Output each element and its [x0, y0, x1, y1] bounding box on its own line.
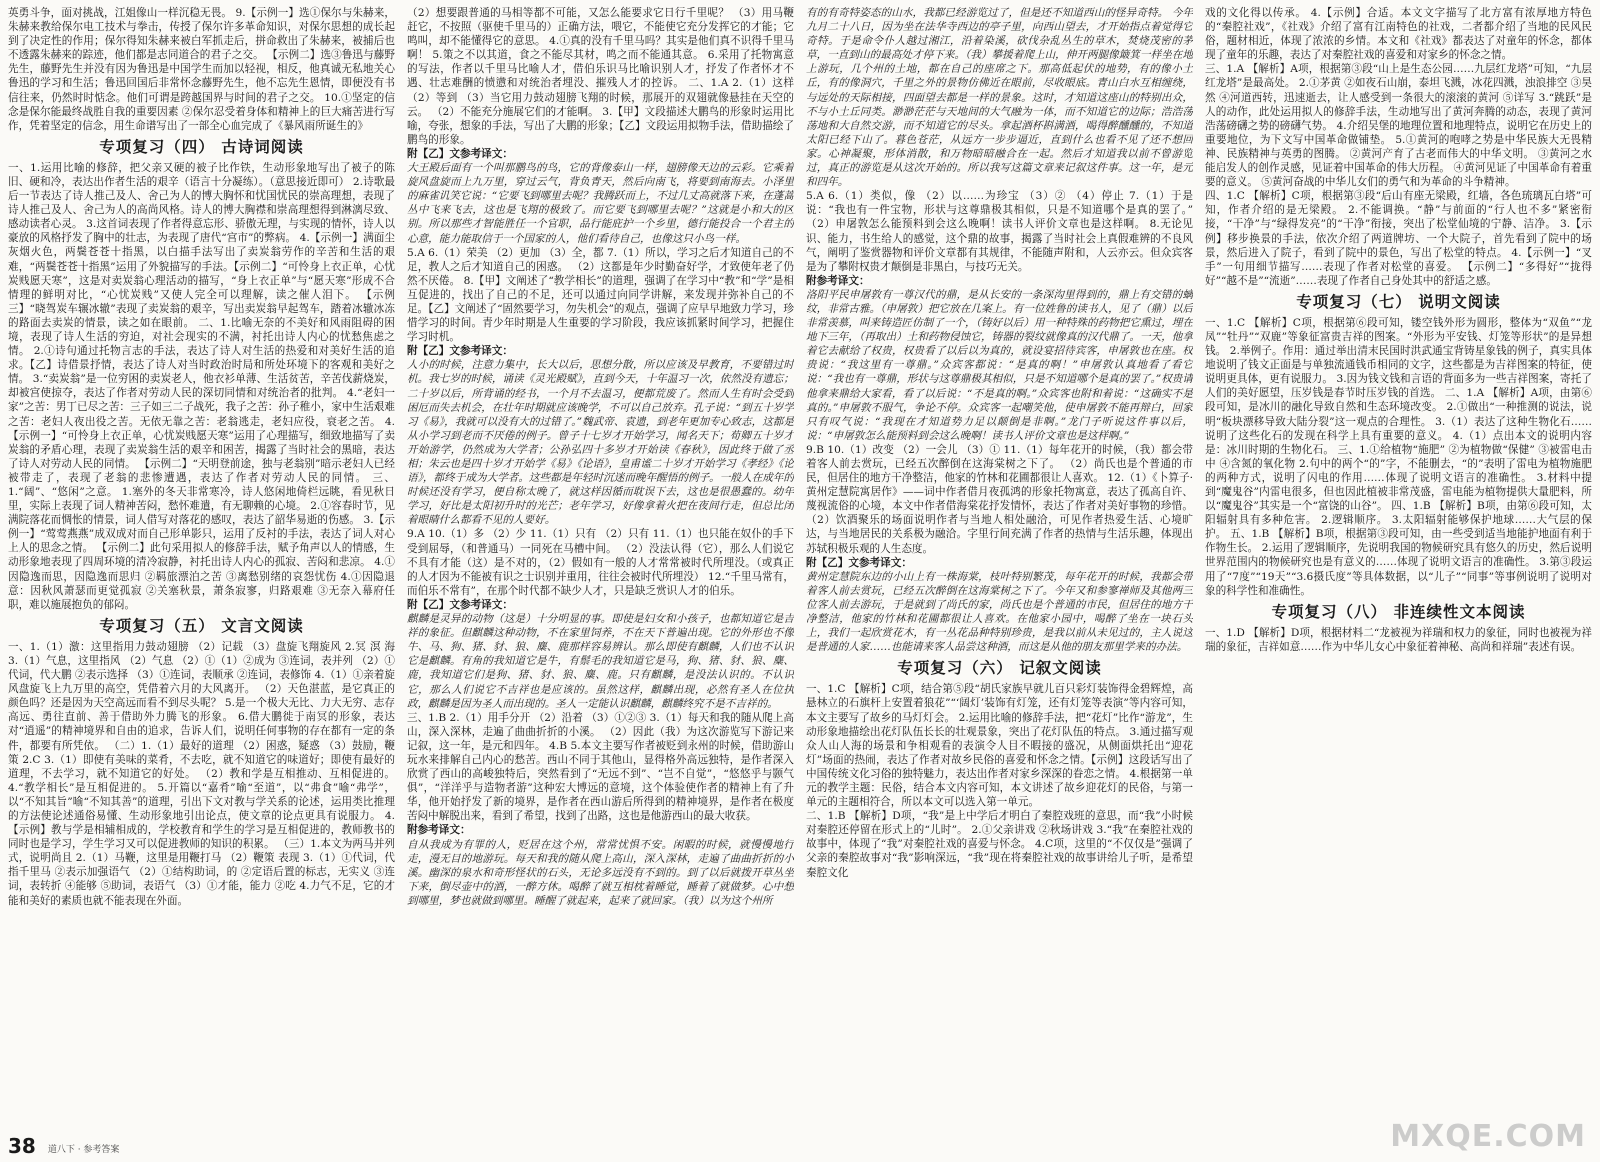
- reference-label: 附【乙】文参考译文：: [407, 598, 513, 611]
- translation-paragraph: 大王殿后面有一个叫那鹏鸟的鸟，它的背像泰山一样，翅膀像天边的云彩。它乘着旋风盘旋而上九万里，穿过云气，背负青天，然后向南飞，将要到南海去。小泽里的麻雀讥笑它说：“它要飞到哪里去呢？我腾跃而上，不过几丈高就落下来，在蓬蒿丛中飞来飞去，这也是飞翔的极致了。而它要飞到哪里去呢？”这就是小和大的区别。所以那些才智能胜任一个官职，品行能庇护一个乡里，德行能投合一个君主的心意，能力能取信于一个国家的人，他们看待自己，也像这只小鸟一样。: [407, 162, 794, 245]
- answer-paragraph: 一、1.（1）激：这里指用力鼓动翅膀 （2）记载 （3）盘旋飞翔旋风 2.冥 溟 海 3.（1）气息，这里指风 （2）气息 （2）①（1）②成为 ③连词，表并列 （2）①代词，代大鹏 ②表示选择 （3）①连词，表顺承 ②连词，表修饰 4.（1）①亲着旋风盘旋飞上九万里的高空，凭借着六月的大风离开。 （2）天色湛蓝，是它真正的颜色吗？还是因为天空高远而看不到尽头呢？ 5.是一个极大无比、力大无穷、志存高远、勇往直前、善于借助外力腾飞的形象。 6.借大鹏徙于南冥的形象，表达对“逍遥”的精神境界和自由的追求，告诉人们，说明任何事物的存在都有一定的条件，都要有所凭依。 （二）1.（1）最好的道理 （2）困惑，疑惑 （3）鼓励，鞭策 2.C 3.（1）即使有美味的菜肴，不去吃，就不知道它的味道好；即使有最好的道理，不去学习，就不知道它的好处。 （2）教和学是互相推动、互相促进的。 4.“教学相长”是互相促进的。 5.开篇以“嘉肴”喻“至道”，以“弗食”喻“弗学”，以“不知其旨”喻“不知其善”的道理，引出下文对教与学关系的论述，运用类比推理的方法使论述通俗易懂、生动形象地引出论点，使文章的论点更具有说服力。 4.【示例】教与学是相辅相成的，学校教育和学生的学习是互相促进的，教师教书的同时也是学习，学生学习又可以促进教师的知识的积累。 （三）1.本文为两马并列式，说明尚且 2.（1）马鞭，这里是用鞭打马 （2）鞭策 表现 3.（1）①代词，代指千里马 ②表示加强语气 （2）①结构助词，的 ②定语后置的标志，无实义 ③连词，表转折 ④能够 ⑤助词，表语气 （3）①才能，能力 ②吃 4.力气不足，它的才能和美好的素质也就不能表现在外面。: [8, 640, 395, 907]
- page-number: 38: [8, 1134, 36, 1158]
- section-heading: 专项复习（四） 古诗词阅读: [99, 137, 304, 156]
- answer-paragraph: 5.A 6.（1）类似，像 （2）以……为珍宝 （3）② （4）停止 7.（1）于是说：“我也有一件宝物，形状与这尊鼎极其相似，只是不知道哪个是真的罢了。” （2）申屠敦怎么能预料到会这么晚啊！读书人评价文章也是这样啊。 8.无论见识、能力，书生给人的感觉，这个鼎的故事，揭露了当时社会上真假难辨的不良风气，阐明了鉴赏器物和评价文章都有其规律，不能随声附和，人云亦云。但众宾客是为了攀附权贵才颠倒是非黑白，与技巧无关。: [806, 190, 1193, 273]
- section-heading: 专项复习（六） 记叙文阅读: [897, 659, 1102, 678]
- column-2: [407, 6, 794, 1134]
- watermark: MXQE.COM: [1390, 1119, 1586, 1154]
- column-3: [806, 6, 1193, 1134]
- answer-paragraph: 三、1.A 【解析】A项，根据第③段“山上是生态公园……九层红龙塔”可知，“九层红龙塔”是最高处。 2.①茅黄 ②如夜石山崩，泰坦飞溅，冰花四溅，浊浪排空 ③昊然 ④河道西转，迅速逝去，让人感受到一条很大的滚滚的黄河 ⑤详写 3.“跳跃”是人的动作，此处运用拟人的修辞手法，生动地写出了黄河奔腾的动态，表现了黄河浩荡磅礴之势的磅礴气势。 4.介绍吴堡的地理位置和地理特点，说明它在历史上的重要地位，为下文写中国革命做铺垫。 5.①黄河的咆哮之势是中华民族大无畏精神、民族精神与英勇的图腾。 ②黄河产育了古老而伟大的中华文明。 ③黄河之水能启发人的创作灵感，见证着中国革命的伟大历程。 ④黄河见证了中国革命有着重要的意义。 ⑤黄河奋战的中华儿女们的勇气和为革命的斗争精神。: [1205, 63, 1592, 189]
- answer-paragraph: 9.B 10.（1）改变 （2）一会儿 （3）① 11.（1）每年花开的时候，（我）都会带着客人前去赏玩，已经五次醉倒在这海棠树之下了。 （2）尚氏也是个普通的市民，但居住的地方干净整洁，他家的竹林和花圃都很让人喜欢。 12.（1）《卜算子·黄州定慧院寓居作》——词中作者借月夜孤鸿的形象托物寓意，表达了孤高自许、蔑视流俗的心境，本文中作者借海棠花抒发情怀，表达了作者对美好事物的珍惜。 （2）饮酒聚乐的场面说明作者与当地人相处融洽，可见作者热爱生活、心境旷达，与当地居民的关系极为融洽。字里行间充满了作者的热情与生活乐趣，体现出苏轼积极乐观的人生态度。: [806, 443, 1193, 555]
- page-footer: [8, 1134, 119, 1156]
- section-heading: 专项复习（七） 说明文阅读: [1296, 292, 1501, 311]
- footer-note: 道八下 · 参考答案: [47, 1145, 120, 1155]
- section-heading: 专项复习（五） 文言文阅读: [99, 616, 304, 635]
- answer-paragraph: 9.A 10.（1）多 （2）少 11.（1）只有 （2）只有 11.（1）也只能在奴仆的手下受到屈辱，（和普通马）一同死在马槽中间。 （2）没法认得（它），那么人们说它不具有才能（这）是不对的，（2）假如有一般的人才常常被时代所埋没。（或真正的人才因为不能被有识之士识别并重用，往往会被时代所埋没） 12.“千里马常有，而伯乐不常有”，在那个时代都不缺少人才，只是缺乏赏识人才的伯乐。: [407, 528, 794, 597]
- translation-paragraph: 麒麟是灵异的动物（这是）十分明显的事。即使是妇女和小孩子，也都知道它是吉祥的象征。但麒麟这种动物，不在家里饲养，不在天下普遍出现。它的外形也不像牛、马、狗、猪、豺、狼、麋、鹿那样容易辨认。那么即使有麒麟，人们也不认识它是麒麟。有角的我知道它是牛，有鬃毛的我知道它是马，狗、猪、豺、狼、麋、鹿，我知道它们是狗、猪、豺、狼、麋、鹿。只有麒麟，是没法认识的。不认识它，那么人们说它不吉祥也是应该的。虽然这样，麒麟出现，必然有圣人在位执政，麒麟是因为圣人而出现的。圣人一定能认识麒麟，麒麟终究不是不吉祥的。: [407, 613, 794, 710]
- answer-paragraph: 戏的文化得以传承。 4.【示例】合适。本文文字描写了北方富有浓厚地方特色的“秦腔社戏”，《社戏》介绍了富有江南特色的社戏，二者都介绍了当地的民风民俗，题材相近，体现了浓浓的乡情。本文和《社戏》都表达了对童年的怀念，都体现了童年的乐趣，表达了对秦腔社戏的喜爱和对家乡的怀念之情。: [1205, 7, 1592, 62]
- reference-label: 附【乙】文参考译文：: [407, 147, 513, 160]
- translation-paragraph: 有的有奇特姿态的山水，我都已经游览过了，但是还不知道西山的怪异奇特。 今年九月二十八日，因为坐在法华寺西边的亭子里，向西山望去，才开始指点着觉得它奇特。于是命令仆人越过湘江，沿着染溪，砍伐杂乱丛生的草木，焚烧茂密的茅草，一直到山的最高处才停下来。（我）攀援着爬上山，伸开两腿像簸箕一样坐在地上游玩，几个州的土地，都在自己的座席之下。那高低起伏的地势，有的像小土丘，有的像洞穴，千里之外的景物仿佛近在眼前，尽收眼底。青山白水互相缠绕，与远处的天际相接，四面望去都是一样的景象。这时，才知道这座山的特别出众，不与小土丘同类。渺渺茫茫与天地间的大气融为一体，而不知道它的边际；浩浩荡荡地和大自然交游，而不知道它的尽头。拿起酒杯斟满酒，喝得醉醺醺的，不知道太阳已经下山了。暮色苍茫，从远方一步步逼近，直到什么也看不见了还不想回家。心神凝聚，形体消散，和万物暗暗融合在一起。然后才知道我以前不曾游览过，真正的游览是从这次开始的。所以我写这篇文章来记叙这件事。这一年，是元和四年。: [806, 7, 1193, 189]
- reference-label: 附【乙】文参考译文：: [407, 345, 513, 358]
- reference-label: 附参考译文：: [407, 824, 471, 837]
- answer-paragraph: 一、1.运用比喻的修辞，把父亲又硬的被子比作铁，生动形象地写出了被子的陈旧、硬和冷，表达出作者生活的艰辛（语言十分凝练）。（意思接近即可） 2.诗歌最后一节表达了诗人推己及人、舍己为人的博大胸怀和忧国忧民的崇高理想，表现了诗人推己及人、舍己为人的高尚风格。诗人的博大胸襟和崇高理想得到淋漓尽致、感动读者心灵。 3.这首词表现了作者得意忘形、骄傲无理，与实现的情怀，诗人以豪放的风格抒发了胸中的壮志，为表现了唐代“宫市”的弊病。 4.【示例一】满面尘灰烟火色，两鬓苍苍十指黑，以白描手法写出了卖炭翁劳作的辛苦和生活的艰难，“两鬓苍苍十指黑”运用了外貌描写的手法。【示例二】“可怜身上衣正单，心忧炭贱愿天寒”，这是对卖炭翁心理活动的描写，“身上衣正单”与“愿天寒”形成不合情理的鲜明对比，“心忧炭贱”又使人完全可以理解，读之催人泪下。 【示例三】“晓驾炭车辗冰辙”表现了卖炭翁的艰辛，写出卖炭翁早起驾车，踏着冰辙冰冻的路面去卖炭的情景，读之如在眼前。 二、1.比喻无奈的不美好和风雨阻碍的困境，表现了诗人生活的穷迫，对社会现实的不满，衬托出诗人内心的忧愁焦虑之情。 2.①诗句通过托物言志的手法，表达了诗人对生活的热爱和对美好生活的追求。【乙】诗借景抒情，表达了诗人对当时政治时局和所处环境下的客观和美好之情。 3.“卖炭翁”是一位穷困的卖炭老人，他衣衫单薄、生活贫苦，辛苦伐薪烧炭，却被宫使掠夺，表达了作者对劳动人民的深切同情和对统治者的批判。 4.“老妇一家”之苦：男丁已尽之苦：三子如三二子战死，我子之苦：孙子稚小，家中生活艰难之苦：老妇人夜出役之苦。无依无靠之苦：老翁逃走，老妇应役，衰老之苦。 4.【示例一】“可怜身上衣正单，心忧炭贱愿天寒”运用了心理描写，细致地描写了卖炭翁的矛盾心理，表现了卖炭翁生活的艰辛和困苦，揭露了当时社会的黑暗，表达了诗人对劳动人民的同情。 【示例二】“天明登前途，独与老翁别”暗示老妇人已经被带走了，表现了老翁的悲惨遭遇，表达了作者对劳动人民的同情。 三、1.“阔”、“悠闲”之意。 1.塞外的冬天非常寒冷，诗人悠闲地倚栏远眺，看见秋日里，实际上表现了词人精神苦闷，愁怀难遣，有无聊赖的心境。 2.①容春时节，见满院落花而惆怅的情景，词人借写对落花的感叹，表达了韶华易逝的伤感。 3.【示例一】“莺莺燕燕”成双成对而自己形单影只，运用了反衬的手法，表达了词人对心上人的思念之情。 【示例二】此句采用拟人的修辞手法，赋予角声以人的情感，生动形象地表现了四周环境的清冷寂静，衬托出诗人内心的孤寂、苦闷和悲凉。 4.①因隐逸而思，因隐逸而思归 ②羁旅漂泊之苦 ③离愁别绪的哀怨忧伤 4.①因隐退意：因秋风萧瑟而更觉孤寂 ②关塞秋景，萧条寂寥，归路艰难 ③无奈入幕府任职，难以施展抱负的郁闷。: [8, 161, 395, 611]
- reference-label: 附参考译文：: [806, 274, 870, 287]
- answer-paragraph: 二、1.B 【解析】D项，“我”是上中学后才明白了秦腔戏班的意思，而“我”小时候对秦腔还停留在形式上的“儿时”。 2.①父亲讲戏 ②秋场讲戏 3.“我”在秦腔社戏的故事中，体现了“我”对秦腔社戏的喜爱与怀念。 4.C项，这里的“不仅仅是”强调了父亲的秦腔故事对“我”影响深远，“我”现在将秦腔社戏的故事讲给儿子听，是希望秦腔文化: [806, 810, 1193, 879]
- translation-paragraph: 洛阳平民申屠敦有一尊汉代的鼎，是从长安的一条深沟里得到的，鼎上有交错的螭纹，非常古雅。（申屠敦）把它放在几案上。有一位姓鲁的读书人，见了（鼎）以后非常羡慕，叫来铸造匠仿制了一个，（铸好以后）用一种特殊的药物把它熏过，埋在地下三年，（再取出）土和药物侵蚀它，铸器的裂纹就像真的汉代鼎了。一天，他拿着它去献给了权贵，权贵看了以后以为真的，就设宴招待宾客，申屠敦也在座。权贵说：“我这里有一尊鼎。”众宾客都说：“是真的啊！”申屠敦认真地看了看它说：“我也有一尊鼎，形状与这尊鼎极其相似，只是不知道哪个是真的罢了。”权贵请他拿来鼎给大家看，看了以后说：“不是真的啊。”众宾客也附和着说：“这确实不是真的。”申屠敦不服气，争论不停。众宾客一起嘲笑他，使申屠敦不能再辩白，回家只有叹气说：“我现在才知道势力足以颠倒是非啊。”龙门子听说这件事以后，说：“申屠敦怎么能预料到会这么晚啊！读书人评价文章也是这样啊。”: [806, 288, 1193, 442]
- section-heading: 专项复习（八） 非连续性文本阅读: [1271, 602, 1526, 621]
- answer-paragraph: 一、1.C 【解析】C项，根据第⑥段可知，镂空钱外形为圆形，整体为“双鱼”“龙凤”“牡丹”“双鹿”等象征富贵吉祥的图案。“外形为平安钱、灯笼等形状”的是异想钱。 2.举例子。作用：通过举出清末民国时洪武通宝背铸星象钱的例子，真实具体地说明了钱文正面是与单独流通钱币相同的文字，这些都是为吉祥图案的特征，使说明更具体，更有说服力。 3.因为钱文钱和言语的背面多为一些吉祥图案，寄托了人们的美好愿望，压岁钱是春节时压岁钱的首选。 二、1.A 【解析】A项，由第⑥段可知，是冰川的融化导致自然和生态环境改变。 2.①做出“一种推测的说法，说明“板块漂移导致大陆分裂”这一观点的合理性。 3.（1）表达了这种生物化石……说明了这些化石的发现在科学上具有重要的意义。 4.（1）点出本文的说明内容是：冰川时期的生物化石。 三、1.①给植物“施肥” ②为植物做“保健” ③被雷电击中 ④含氮的氧化物 2.句中的两个“的”字，不能删去，“的”表明了雷电为植物施肥的两种方式，说明了闪电的作用……体现了说明文语言的准确性。 3.材料中提到“魔鬼谷”内雷电很多，但也因此植被非常茂盛，雷电能为植物提供大量肥料，所以“魔鬼谷”其实是一个“富饶的山谷”。 四、1.B 【解析】B项，由第⑥段可知，太阳辐射具有多种危害。 2.逻辑顺序。 3.太阳辐射能够保护地球……大气层的保护。 五、1.B 【解析】B项，根据第③段可知，由一些受到适当地能护地面有利于作物生长。 2.运用了逻辑顺序，先说明我国的物候研究具有悠久的历史，然后说明世界范围内的物候研究也是有意义的……体现了说明文语言的准确性。 3.第③段运用了“7度”“19天”“3.6摄氏度”等具体数据，以“儿子”“同事”等事例说明了说明对象的科学性和准确性。: [1205, 316, 1592, 597]
- translation-paragraph: 自从我成为有罪的人，贬居在这个州，常常忧惧不安。闲暇的时候，就慢慢地行走，漫无目的地游玩。每天和我的随从爬上高山，深入深林，走遍了曲曲折折的小溪。幽深的泉水和奇形怪状的石头，无论多远没有不到的。到了以后就拨开草丛坐下来，倒尽壶中的酒，一醉方休。喝醉了就互相枕着睡觉，睡着了就做梦。心中想到哪里，梦也就做到哪里。睡醒了就起来，起来了就回家。（我）以为这个州所: [407, 838, 794, 907]
- answer-paragraph: 一、1.D 【解析】D项，根据材料二“龙被视为祥瑞和权力的象征，同时也被视为祥瑞的象征，吉祥如意……作为中华儿女心中象征着神秘、高尚和祥瑞”表述有误。: [1205, 626, 1592, 653]
- column-4: [1205, 6, 1592, 1134]
- translation-paragraph: 人小的时候，注意力集中，长大以后，思想分散，所以应该及早教育，不要错过时机。我七岁的时候，诵读《灵光殿赋》，直到今天，十年温习一次，依然没有遗忘；二十岁以后，所背诵的经书，一个月不去温习，便都荒废了。然而人生有时会受到困厄而失去机会，在壮年时期就应该晚学，不可以自己放弃。孔子说：“到五十岁学习《易》，我就可以没有大的过错了。”魏武帝、袁遗，到老年更加专心致志，这都是从小学习到老而不厌倦的例子。曾子十七岁才开始学习，闻名天下；荀卿五十岁才开始游学，仍然成为大学者；公孙弘四十多岁才开始读《春秋》，因此终于做了丞相；朱云也是四十岁才开始学《易》《论语》，皇甫谧二十岁才开始学习《孝经》《论语》，都终于成为大学者。这些都是年轻时沉迷而晚年醒悟的例子。一般人在成年的时候还没有学习，便自称太晚了，就这样因循而耽误下去，这也是很愚蠢的。幼年学习，好比是太阳初升时的光芒；老年学习，好像拿着火把在夜间行走，但总比闭着眼睛什么都看不见的人要好。: [407, 359, 794, 527]
- column-1: [8, 6, 395, 1134]
- columns: [8, 6, 1592, 1134]
- answer-paragraph: 5.A 6.（1）荣美 （2）更加 （3）全，都 7.（1）所以，学习之后才知道自己的不足，教人之后才知道自己的困惑。 （2）这都是年少时勤奋好学，才致使年老了仍然不厌倦。 8.【甲】文阐述了“教学相长”的道理，强调了在学习中“教”和“学”是相互促进的，找出了自己的不足，还可以通过向同学讲解，来发现并弥补自己的不足。【乙】文阐述了“固然要学习，勿失机会”的观点，强调了应早早地致力学习，珍惜学习的时间。青少年时期是人生重要的学习阶段，我应该抓紧时间学习，把握住学习时机。: [407, 246, 794, 344]
- answer-paragraph: 英勇斗争，面对挑战，江姐像山一样沉稳无畏。 9.【示例一】选①保尔与朱赫来，朱赫来教给保尔电工技术与拳击，传授了保尔许多革命知识，对保尔思想的成长起到了决定性的作用；保尔得知朱赫来被白军抓走后，拼命救出了朱赫来，被捕后也不透露朱赫来的踪迹，他们都是志同道合的君子之交。 【示例二】选③鲁迅与藤野先生，藤野先生并没有因为鲁迅是中国学生而加以轻视，相反，他真诚无私地关心鲁迅的学习和生活；鲁迅回国后非常怀念藤野先生，他不忘先生恩情，即便没有书信往来，仍然时时惦念。他们可谓是跨越国界与时间的君子之交。 10.①坚定的信念是保尔能最终战胜自我的重要因素 ②保尔忍受着身体和精神上的巨大痛苦进行写作，凭着坚定的信念，用生命谱写出了一部全心血完成了《暴风雨所诞生的》: [8, 7, 395, 132]
- answer-paragraph: （2）想要跟普通的马相等都不可能，又怎么能要求它日行千里呢？ （3）用马鞭赶它，不按照（驱使千里马的）正确方法，喂它，不能使它充分发挥它的才能；它鸣叫，却不能懂得它的意思。 4.①真的没有千里马吗？其实是他们真不识得千里马啊！ 5.策之不以其道，食之不能尽其材，鸣之而不能通其意。 6.采用了托物寓意的写法，作者以千里马比喻人才，借伯乐识马比喻识别人才，抒发了作者怀才不遇、壮志难酬的愤懑和对统治者埋没、摧残人才的控诉。 二、1.A 2.（1）这样 （2）等到 （3）当它用力鼓动翅膀飞翔的时候，那展开的双翅就像悬挂在天空的云。 （2）不能充分施展它们的才能啊。 3.【甲】文段描述大鹏鸟的形象时运用比喻，夸张，想象的手法，写出了大鹏的形象；【乙】文段运用拟物手法，借助描绘了鹏鸟的形象。: [407, 7, 794, 146]
- translation-paragraph: 黄州定慧院东边的小山上有一株海棠，枝叶特别繁茂，每年花开的时候，我都会带着客人前去赏玩，已经五次醉倒在这海棠树之下了。今年又和参寥禅师及其他两三位客人前去游玩，于是就到了尚氏的家，尚氏也是个普通的市民，但居住的地方干净整洁，他家的竹林和花圃都很让人喜欢。在他家小园中，喝醉了坐在一块石头上，我们一起欣赏花木，有一丛花品种特别珍贵，是我以前从未见过的，主人说这是普通的人家……也能请来客人品尝这种酒，而这是从他的朋友那里学来的办法。: [806, 570, 1193, 654]
- answer-paragraph: 四、1.C 【解析】C项，根据第③段“后山有座无梁殿，红墙，各色琉璃瓦白塔”可知，作者介绍的是无梁殿。 2.不能调换。“静”与前面的“行人也不多”紧密衔接，“干净”与“绿得发亮”的“干净”衔接，突出了松堂仙境的宁静、洁净。 3.【示例】移步换景的手法，依次介绍了两道牌坊、一个大院子，首先看到了院中的场景，然后进入了院子，看到了院中的景色，写出了松堂的特点。 4.【示例一】“叉手”一句用细节描写……表现了作者对松堂的喜爱。 【示例二】“多得好”“拢得好”“越不是”“流逝”……表现了作者自己身处其中的舒适之感。: [1205, 190, 1592, 287]
- reference-label: 附【乙】文参考译文：: [806, 556, 912, 569]
- answer-paragraph: 一、1.C 【解析】C项，结合第⑤段“胡氏家族早就儿百只彩灯装饰得金碧辉煌，高悬林立的石旗杆上安置着狼花”“‘阔灯’装饰有灯笼，还有灯笼等表演”等内容可知，本文主要写了故乡的马灯灯会。 2.运用比喻的修辞手法，把“花灯”比作“游龙”，生动形象地描绘出花灯队伍长长的壮观景象，突出了花灯队伍的特点。 3.通过描写观众人山人海的场景和争相观看的表演令人目不暇接的盛况，从侧面烘托出“迎花灯”场面的热闹，表达了作者对故乡民俗的喜爱和怀念之情。【示例】这段话写出了中国传统文化习俗的独特魅力，表达出作者对家乡深深的眷恋之情。 4.根据第一单元的教学主题：民俗，结合本文内容可知，本文讲述了故乡迎花灯的民俗，与第一单元的主题相符合，所以本文可以选入第一单元。: [806, 683, 1193, 809]
- answer-paragraph: 三、1.B 2.（1）用手分开 （2）沿着 （3）①②③ 3.（1）每天和我的随从爬上高山，深入深林，走遍了曲曲折折的小溪。 （2）因此（我）为这次游览写下游记来记叙，这一年，是元和四年。 4.B 5.本文主要写作者被贬到永州的时候，借助游山玩水来排解自己内心的愁苦。西山不同于其他山，显得格外高远独特，是作者深入欣赏了西山的高峻独特后，突然看到了“无远不到”、“岂不自觉”，“悠悠乎与颢气俱”，“洋洋乎与造物者游”这种宏大博远的意境，这个体验使作者的精神上有了升华，他开始抒发了新的境界，是作者在西山游后所得到的精神境界，是作者在极度苦闷中解脱出来，看到了希望，找到了出路，这也是他游西山的最大收获。: [407, 711, 794, 823]
